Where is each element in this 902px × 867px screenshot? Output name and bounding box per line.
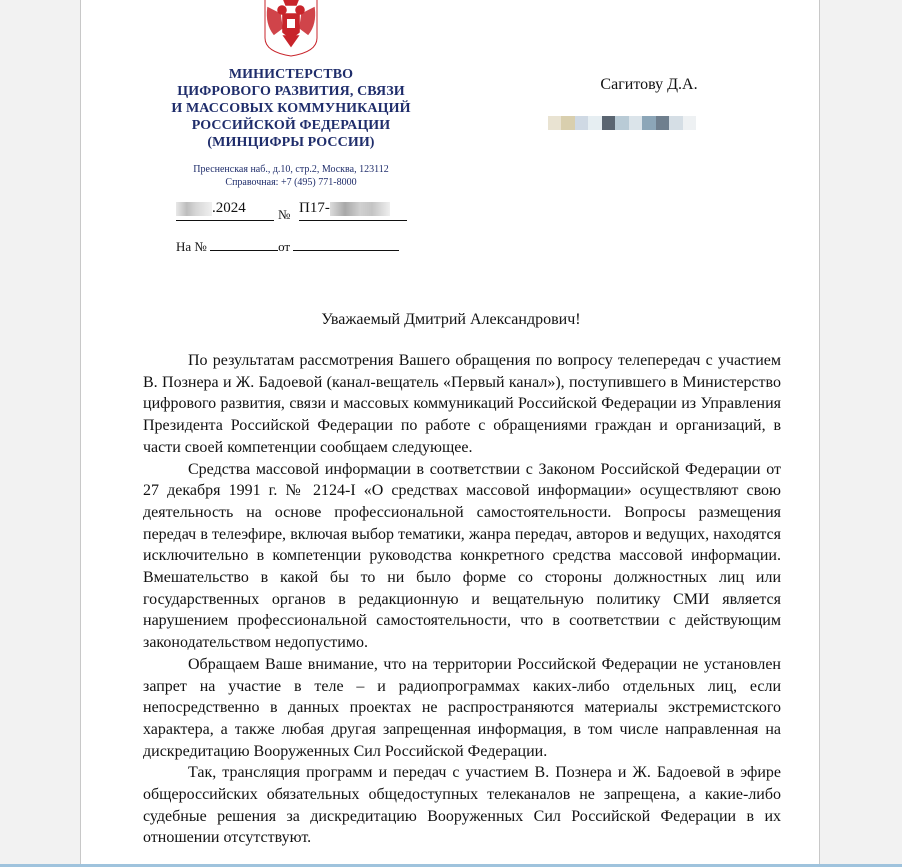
reply-reference — [176, 238, 399, 255]
ministry-name-line: ЦИФРОВОГО РАЗВИТИЯ, СВЯЗИ — [177, 84, 405, 99]
ministry-name-line: МИНИСТЕРСТВО — [228, 67, 354, 82]
registration-date — [176, 200, 274, 221]
registration-number-label: № — [278, 207, 291, 222]
redacted-number — [330, 202, 390, 216]
ministry-name — [141, 66, 441, 151]
ministry-address-block — [141, 163, 441, 189]
registration-year: .2024 — [212, 200, 246, 216]
reply-number-line — [210, 238, 278, 251]
ministry-name-line: РОССИЙСКОЙ ФЕДЕРАЦИИ — [191, 118, 391, 133]
reply-date-line — [293, 238, 399, 251]
paragraph: По результатам рассмотрения Вашего обращения по вопросу телепередач с участием В. Познера и Ж. Бадоевой (канал-вещатель «Первый канал»), поступившего в Министерство цифрового развития, связи и массовых коммуникаций Российской Федерации из Управления Президента Российской Федерации по работе с обращениями граждан и организаций, в части своей компетенции сообщаем следующее. — [143, 352, 781, 456]
ministry-name-line: И МАССОВЫХ КОММУНИКАЦИЙ — [171, 101, 411, 116]
ministry-name-line: (МИНЦИФРЫ РОССИИ) — [207, 135, 375, 150]
registration-number-prefix: П17- — [299, 200, 330, 216]
coat-of-arms-icon — [262, 0, 320, 58]
paragraph: Обращаем Ваше внимание, что на территории Российской Федерации не установлен запрет на участие в теле – и радиопрограммах каких-либо отдельных лиц, если непосредственно в данных проектах не распространяются материалы экстремистского характера, а также любая другая запрещенная информация, в том числе направленная на дискредитацию Вооруженных Сил Российской Федерации. — [143, 655, 781, 760]
redacted-recipient-info — [548, 116, 696, 130]
paragraph: Так, трансляция программ и передач с участием В. Познера и Ж. Бадоевой в эфире общероссийских обязательных общедоступных телеканалов не запрещена, а какие-либо судебные решения за дискредитацию Вооруженных Сил Российской Федерации в их отношении отсутствуют. — [143, 764, 781, 847]
letter-body — [143, 350, 781, 849]
redacted-date — [176, 202, 212, 216]
greeting: Уважаемый Дмитрий Александрович! — [321, 311, 581, 328]
paragraph: Средства массовой информации в соответствии с Законом Российской Федерации от 27 декабря 1991 г. № 2124-I «О средствах массовой информации» осуществляют свою деятельность на основе профессиональной самостоятельности. Вопросы размещения передач в телеэфире, включая выбор тематики, жанра передач, авторов и ведущих, находятся исключительно в компетенции руководства конкретного средства массовой информации. Вмешательство в какой бы то ни было форме со стороны должностных лиц или государственных органов в редакционную и вещательную политику СМИ является нарушением профессиональной самостоятельности, что в соответствии с действующим законодательством недопустимо. — [143, 460, 781, 652]
ministry-phone: Справочная: +7 (495) 771-8000 — [225, 177, 357, 188]
ministry-address: Пресненская наб., д.10, стр.2, Москва, 123112 — [193, 164, 389, 175]
registration-number — [299, 200, 407, 221]
reply-number-label: На № — [176, 239, 207, 254]
recipient-name: Сагитову Д.А. — [600, 76, 698, 93]
reply-from-label: от — [278, 239, 291, 254]
document-page — [80, 0, 820, 867]
